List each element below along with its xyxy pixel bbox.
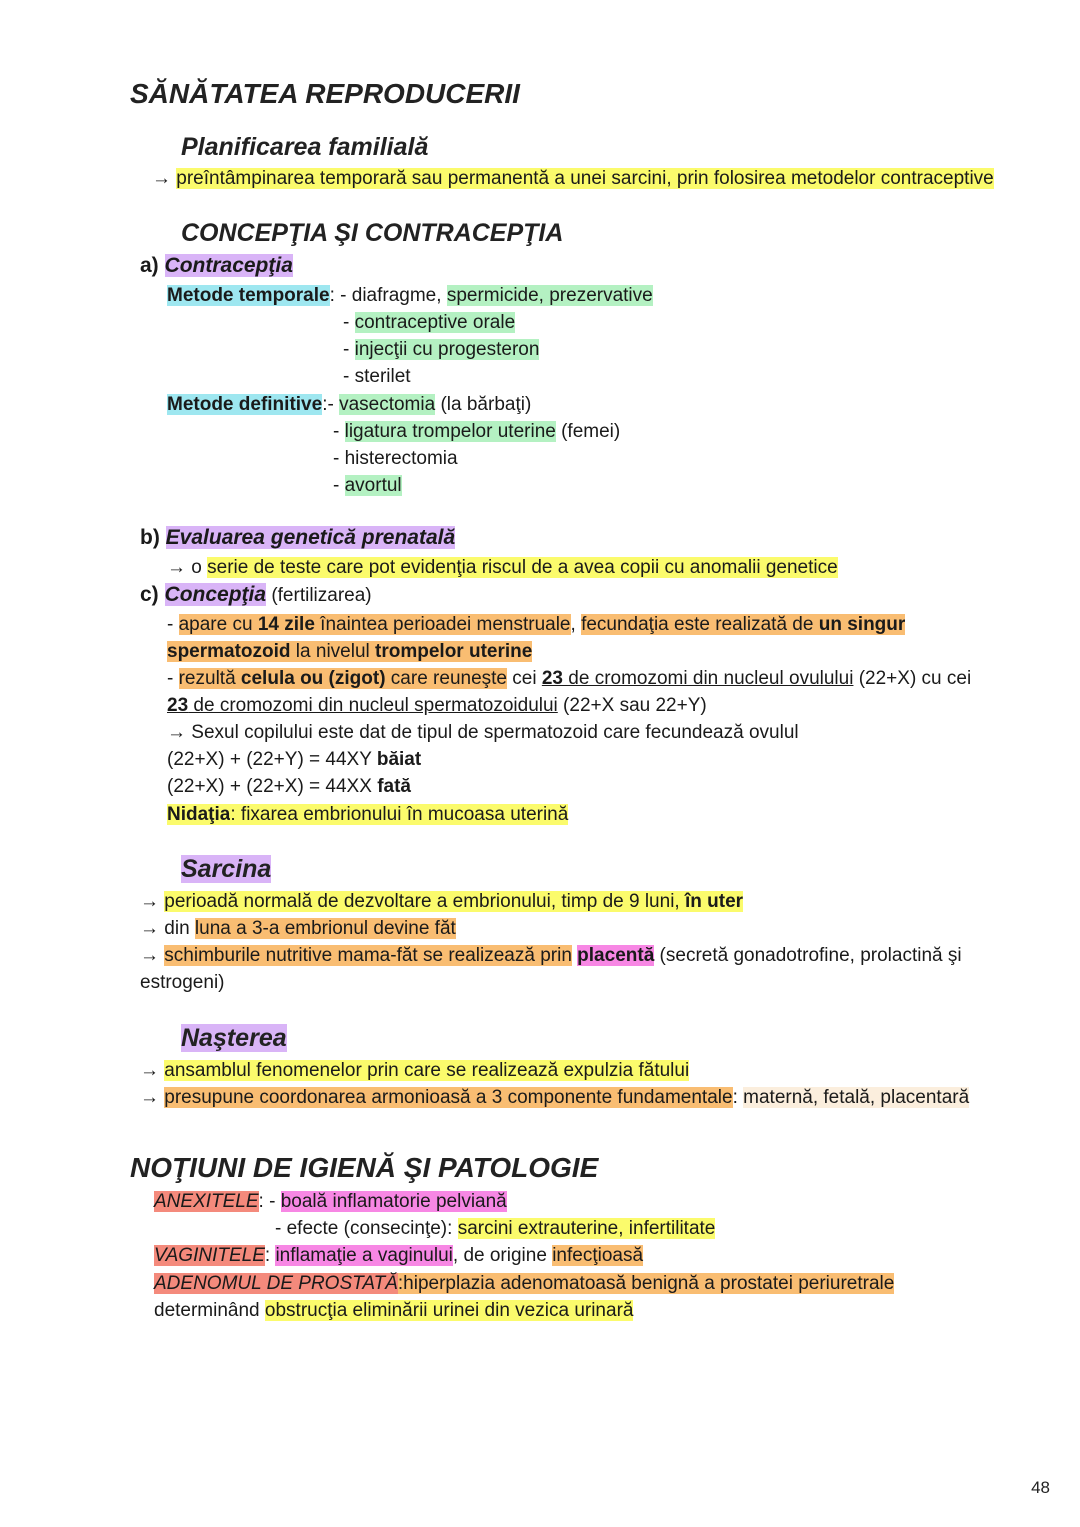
metode-temporale-label: Metode temporale [167,285,330,306]
list-item: - avortul [333,475,402,496]
arrow-icon: → [152,168,171,189]
arrow-icon: → [140,918,165,939]
list-item: - injecţii cu progesteron [343,339,540,360]
nasterea-line-2: → presupune coordonarea armonioasă a 3 componente fundamentale: maternă, fetală, placentară [140,1087,970,1108]
conceptia-line-5: → Sexul copilului este dat de tipul de spermatozoid care fecundează ovulul [167,722,799,743]
subsection-evaluarea: b) Evaluarea genetică prenatală [140,526,456,549]
list-item: - sterilet [343,366,411,387]
section-heading-planificare: Planificarea familială [181,133,429,161]
subsection-conceptia: c) Concepţia (fertilizarea) [140,583,372,606]
conceptia-line-6: (22+X) + (22+Y) = 44XY băiat [167,749,422,770]
anexitele-line-2: - efecte (consecinţe): sarcini extrauterine, infertilitate [275,1218,716,1239]
anexitele-line-1: ANEXITELE: - boală inflamatorie pelviană [154,1191,507,1212]
sarcina-line-1: → perioadă normală de dezvoltare a embrionului, timp de 9 luni, în uter [140,891,744,912]
adenom-line-1: ADENOMUL DE PROSTATĂ:hiperplazia adenomatoasă benignă a prostatei periuretrale [154,1273,895,1294]
contraceptia-heading: Contracepţia [164,254,293,277]
conceptia-heading: Concepţia [164,583,267,606]
adenom-line-2: determinând obstrucţia eliminării urinei din vezica urinară [154,1300,634,1321]
nidatia-label: Nidaţia [167,804,231,825]
conceptia-line-3: - rezultă celula ou (zigot) care reuneşte cei 23 de cromozomi din nucleul ovulului (22+X) cu cei [167,668,972,689]
section-heading-nasterea: Naşterea [181,1024,287,1052]
subsection-contraceptia: a) Contracepţia [140,254,293,277]
arrow-icon: → [140,1060,165,1081]
planificare-definition: → preîntâmpinarea temporară sau permanentă a unei sarcini, prin folosirea metodelor contraceptive [152,168,994,189]
conceptia-line-7: (22+X) + (22+X) = 44XX fată [167,776,411,797]
arrow-icon: → [140,1087,165,1108]
sarcina-line-2: → din luna a 3-a embrionul devine făt [140,918,456,939]
list-item: - ligatura trompelor uterine (femei) [333,421,621,442]
vaginitele-label: VAGINITELE [154,1245,265,1266]
sarcina-line-3: → schimburile nutritive mama-făt se realizează prin placentă (secretă gonadotrofine, prolactină şi [140,945,962,966]
page-number: 48 [1031,1478,1050,1497]
metode-definitive-line: Metode definitive:- vasectomia (la bărbaţi) [167,394,532,415]
conceptia-line-1: - apare cu 14 zile înaintea perioadei menstruale, fecundaţia este realizată de un singur [167,614,906,635]
section-heading-conceptia-contraceptia: CONCEPŢIA ŞI CONTRACEPŢIA [181,219,564,247]
adenom-label: ADENOMUL DE PROSTATĂ [154,1273,398,1294]
arrow-icon: → [140,945,165,966]
conceptia-line-4: 23 de cromozomi din nucleul spermatozoidului (22+X sau 22+Y) [167,695,707,716]
metode-temporale-line: Metode temporale: - diafragme, spermicide, prezervative [167,285,653,306]
page-title: SĂNĂTATEA REPRODUCERII [130,78,520,109]
evaluarea-heading: Evaluarea genetică prenatală [165,526,456,549]
section-heading-notiuni: NOŢIUNI DE IGIENĂ ŞI PATOLOGIE [130,1152,599,1183]
metode-definitive-label: Metode definitive [167,394,323,415]
list-item: - histerectomia [333,448,458,469]
list-item: - contraceptive orale [343,312,516,333]
arrow-icon: → [140,891,165,912]
anexitele-label: ANEXITELE [154,1191,259,1212]
evaluarea-definition: → o serie de teste care pot evidenţia riscul de a avea copii cu anomalii genetice [167,557,838,578]
vaginitele-line: VAGINITELE: inflamaţie a vaginului, de origine infecţioasă [154,1245,644,1266]
nasterea-line-1: → ansamblul fenomenelor prin care se realizează expulzia fătului [140,1060,690,1081]
sarcina-line-4: estrogeni) [140,972,225,993]
section-heading-sarcina: Sarcina [181,855,272,883]
conceptia-line-2: spermatozoid la nivelul trompelor uterine [167,641,533,662]
nidatia-line: Nidaţia: fixarea embrionului în mucoasa uterină [167,804,569,825]
